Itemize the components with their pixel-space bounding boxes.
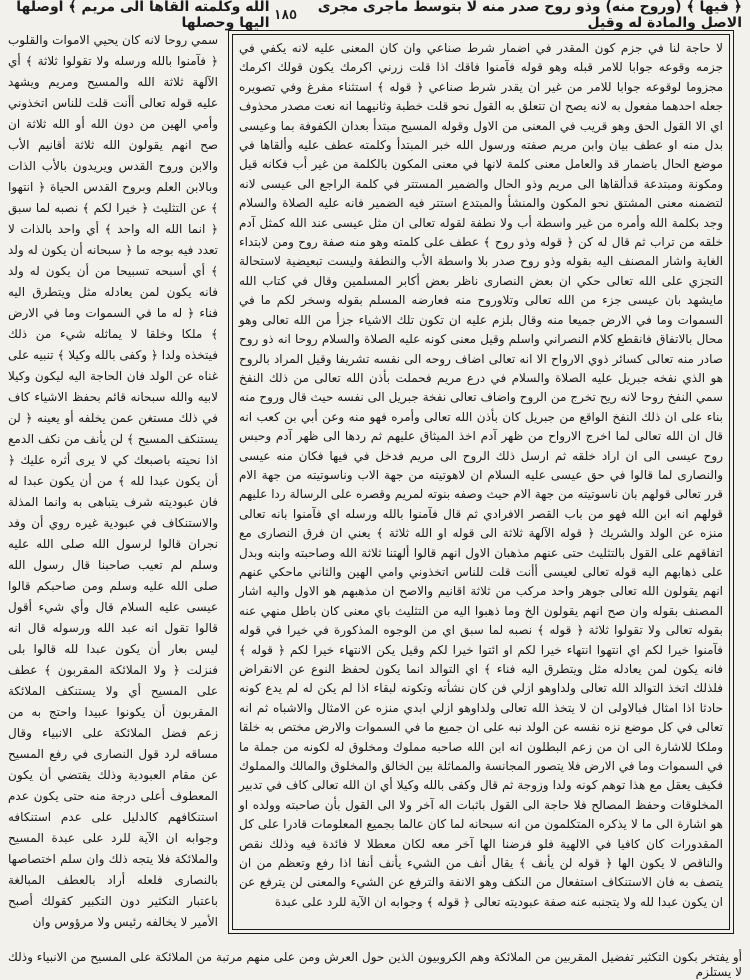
header-running-title-right: ﴿ فيها ﴾ (وروح منه) وذو روح صدر منه لا بتوسط ماجرى مجرى الاصل والمادة له وقيل <box>317 0 742 31</box>
page-header <box>8 0 742 31</box>
header-running-title-left: الله وكلمته ألقاها الى مريم ﴾ أوصلها اليها وحصلها <box>16 0 270 31</box>
main-text-frame <box>228 30 734 934</box>
page-footer-text <box>8 938 742 979</box>
footer-continuation-text: أو يفتخر بكون التكثير تفضيل المقربين من الملائكة وهم الكروبيون الذين حول العرش ومن على منهم مرتبة من الملائكة على المسيح من الانبياء وذلك لا يستلزم <box>8 950 742 979</box>
margin-commentary-column <box>8 30 218 934</box>
margin-commentary-text: سمي روحا لانه كان يحيي الاموات والقلوب ﴿ فآمنوا بالله ورسله ولا تقولوا ثلاثة ﴾ أي الآلهة ثلاثة الله والمسيح ومريم ويشهد عليه قوله تعالى أأنت قلت للناس اتخذوني وأمي الهين من دون الله أو الله ثلاثة ان صح انهم يقولون الله ثلاثة أقانيم الأب والابن وروح القدس ويريدون بالأب الذات وبالابن العلم وبروح القدس الحياة ﴿ انتهوا ﴾ عن التثليث ﴿ خيرا لكم ﴾ نصبه لما سبق ﴿ انما الله اله واحد ﴾ أي واحد بالذات لا تعدد فيه بوجه ما ﴿ سبحانه أن يكون له ولد ﴾ أي أسبحه تسبيحا من أن يكون له ولد فانه يكون لمن يعادله مثل ويتطرق اليه فناء ﴿ له ما في السموات وما في الارض ﴾ ملكا وخلقا لا يماثله شيء من ذلك فيتخذه ولدا ﴿ وكفى بالله وكيلا ﴾ تنبيه على غناه عن الولد فان الحاجة اليه ليكون وكيلا لابيه والله سبحانه قائم بحفظ الاشياء كاف في ذلك مستغن عمن يخلفه أو يعينه ﴿ لن يستنكف المسيح ﴾ لن يأنف من نكف الدمع اذا نحيته باصبعك كي لا يرى أثره عليك ﴿ أن يكون عبدا لله ﴾ من أن يكون عبدا له فان عبوديته شرف يتباهى به وانما المذلة والاستنكاف في عبودية غيره روي أن وفد نجران قالوا لرسول الله صلى الله عليه وسلم لم تعيب صاحبنا قال رسول الله صلى الله عليه وسلم ومن صاحبكم قالوا عيسى عليه السلام قال وأي شيء أقول قالوا تقول انه عبد الله ورسوله قال انه ليس بعار أن يكون عبدا لله قالوا بلى فنزلت ﴿ ولا الملائكة المقربون ﴾ عطف على المسيح أي ولا يستنكف الملائكة المقربون أن يكونوا عبيدا واحتج به من زعم فضل الملائكة على الانبياء وقال مساقه لرد قول النصارى في رفع المسيح عن مقام العبودية وذلك يقتضي أن يكون المعطوف أعلى درجة منه حتى يكون عدم استنكافهم كالدليل على عدم استنكافه وجوابه ان الآية للرد على عبدة المسيح والملائكة فلا يتجه ذلك وان سلم اختصاصها بالنصارى فلعله أراد بالعطف المبالغة باعتبار التكثير دون التكبير كقولك أصبح الأمير لا يخالفه رئيس ولا مرؤوس وان <box>8 33 218 929</box>
main-commentary-text: لا حاجة لنا في جزم كون المقدر في اضمار شرط صناعي وان كان المعنى عليه لانه يكفي في جزمه وقوعه جوابا للامر قبله وهو قوله فآمنوا فاقك اذا قلت زرني اكرمك يكون قولك اكرمك مجزوما لوقوعه جوابا للامر من غير ان يقدر شرط صناعي ﴿ قوله ﴾ استثناء مفرغ وفي تصويره جعله احدهما مفعول به لانه يصح ان تتعلق به القول نحو قلت خطبة وثانيهما انه نعت مصدر محذوف اي الا القول الحق وهو قريب في المعنى من الاول وقوله المسيح مبتدأ بعدان الكفوفة بما وعيسى بدل منه او عطف بيان وابن مريم صفته ورسول الله خبر المبتدأ وكلمته عطف عليه وألقاها في موضع الحال باضمار قد والعامل معنى كلمة لانها في معنى المكون بالكلمة من غير أب فكانه قيل ومكونة ومبتدعة قدألقاها الى مريم وذو الحال والضمير المستتر في كلمة الراجع الى عيسى لانه لتضمنه معنى المشتق نحو المكون والمنشأ والمبتدع استتر فيه الضمير فانه عليه الصلاة والسلام وجد بكلمة الله وأمره من غير واسطة أب ولا نطفة لقوله تعالى ان مثل عيسى عند الله كمثل آدم خلقه من تراب ثم قال له كن ﴿ قوله وذو روح ﴾ عطف على كلمته وهو منه صفة روح ومن لابتداء الغاية واشار المصنف اليه بقوله وذو روح صدر بلا واسطة الأب والنطفة وليست تبعيضية لاستحالة التجزي على الله تعالى حكي ان بعض النصارى ناظر بعض أكابر المسلمين وقال في كتاب الله مايشهد بان عيسى جزء من الله تعالى وتلاوروح منه فعارضه المسلم بقوله وسخر لكم ما في السموات وما في الارض جميعا منه وقال بلزم عليه ان تكون تلك الاشياء جزأ من الله تعالى وهو محال بالاتفاق فانقطع كلام النصراني واسلم وقيل معنى كونه عليه الصلاة والسلام روحا انه ذو روح صادر منه تعالى كسائر ذوي الارواح الا انه تعالى اضاف روحه الى نفسه تشريفا وقيل المراد بالروح هو الذي نفخه جبريل عليه الصلاة والسلام في درع مريم فحملت بأذن الله تعالى من ذلك النفخ سمي النفخ روحا لانه ريح تخرج من الروح واضاف تعالى نفخة جبريل الى نفسه حيث قال وروح منه بناء على ان ذلك النفخ الواقع من جبريل كان بأذن الله تعالى وأمره فهو منه وعن أبي بن كعب انه قال ان الله تعالى لما اخرج الارواح من ظهر آدم اخذ الميثاق عليهم ثم ردها الى ظهر آدم وحبس روح عيسى الى ان اراد خلقه ثم ارسل ذلك الروح الى مريم فدخل في فيها فكان منه عيسى والنصارى لما قالوا في حق عيسى عليه السلام ان لاهوتيته من جهة الاب وناسوتيته من جهة الام قرر تعالى قولهم بان ناسوتيته من جهة الام حيث وصفه بنوته لمريم وقصره على الرسالة ردا عليهم قولهم انه ابن الله فهو من باب القصر الافرادي ثم قال فآمنوا بالله ورسله اي فآمنوا بانه تعالى منزه عن الولد والشريك ﴿ قوله الآلهة ثلاثة الى قوله او الله ثلاثة ﴾ يعني ان فرق النصارى مع اتفاقهم على القول بالتثليث حتى عنهم مذهبان الاول انهم قالوا ألهتنا ثلاثة الله وصاحبته وابنه وبدل على ذهابهم اليه قوله تعالى لعيسى أأنت قلت للناس اتخذوني وامي الهين والثاني ماحكي عنهم انهم يقولون الله تعالى جوهر واحد مركب من ثلاثة اقانيم والاصح ان مذهبهم هو الاول واليه اشار المصنف بقوله وان صح انهم يقولون الخ وما ذهبوا اليه من التثليث باي معنى كان باطل منهي عنه بقوله تعالى ولا تقولوا ثلاثة ﴿ قوله ﴾ نصبه لما سبق اي من الوجوه المذكورة في خيرا في قوله فآمنوا خيرا لكم اي انتهوا انتهاء خيرا لكم او ائتوا خيرا لكم وقيل يكن الانتهاء خيرا لكم ﴿ قوله ﴾ فانه يكون لمن يعادله مثل ويتطرق اليه فناء ﴾ اي التوالد انما يكون لحفظ النوع عن الانقراض فلذلك اتخذ التوالد الله تعالى ولداوهو ازلي فن كان نشأته وتكونه لبقاء اذا لم يكن له لم يدع كونه حادثا اذا امثال فبالاولى ان لا يتخذ الله تعالى ولداوهو ازلي ابدي منزه عن الامثال والاشباه ثم انه تعالى في كل موضع نزه نفسه عن الولد نبه على ان جميع ما في السموات والارض مختص به خلقا وملكا للاشارة الى ان من زعم البطلون انه ابن الله صاحبه مملوك ومخلوق له لكونه من جملة ما في السموات وما في الارض فلا يتصور المجانسة والمماثلة بين الخالق والمخلوق والمالك والمملوك فكيف يعقل مع هذا توهم كونه ولدا وزوجة ثم قال وكفى بالله وكيلا أي ان الله تعالى كاف في تدبير المخلوقات وحفظ المصالح فلا حاجة الى القول باثبات اله آخر ولا الى القول بأن صاحبته وولده او هو اشارة الى ما لا يذكره المتكلمون من انه سبحانه لما كان عالما بجميع المعلومات قادرا على كل المقدورات كان كافيا في الالهية فلو فرضنا الها آخر معه لكان معطلا لا فائدة فيه وذلك نقص والناقص لا يكون الها ﴿ قوله لن يأنف ﴾ يقال أنف من الشيء يأنف أنفا اذا رفع وتعظم من ان يتصف به فان الاستنكاف استفعال من النكف وهو الانفة والترفع عن الشيء والمعنى لن يترفع عن ان يكون عبدا لله ولا يتجنبه عنه صفة عبوديته تعالى ﴿ قوله ﴾ وجوابه ان الآية للرد على عبدة <box>239 41 723 909</box>
page-number: ١٨٥ <box>273 7 297 23</box>
